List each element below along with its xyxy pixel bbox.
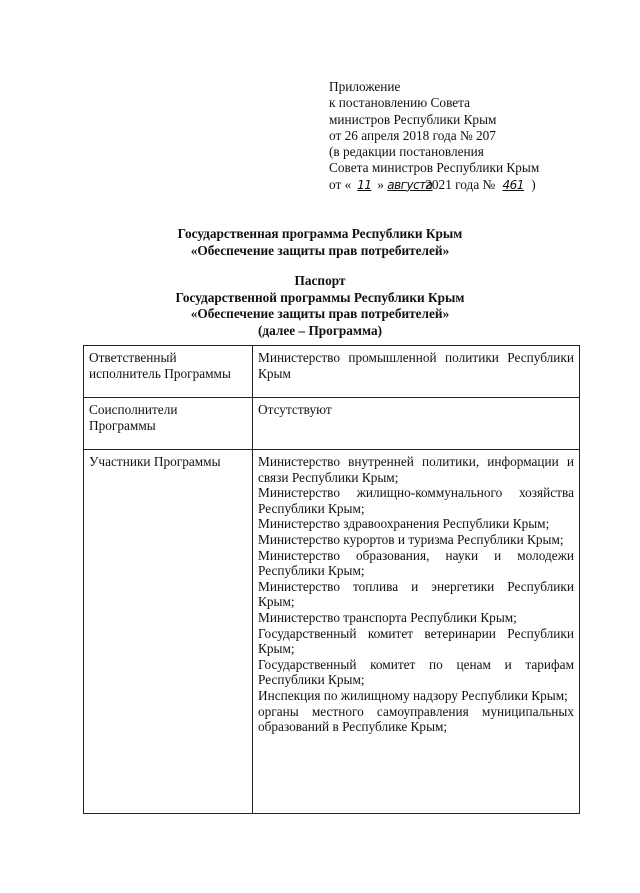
program-title [0,226,640,259]
table-row [84,398,580,450]
date-day-handwritten: 11 [357,177,372,192]
date-year: 2021 года № [425,176,496,192]
list-item: Инспекция по жилищному надзору Республики Крым; [258,687,568,703]
table-row [84,346,580,398]
passport-table [83,345,580,814]
row-label: Участники Программы [84,450,253,814]
list-item: Министерство внутренней политики, информации и связи Республики Крым; [258,454,574,485]
row-label: Соисполнители Программы [84,398,253,450]
appendix-line: к постановлению Совета [329,95,471,111]
appendix-line: Приложение [329,79,401,94]
date-month-handwritten: августа [387,177,433,192]
table-row [84,450,580,814]
appendix-line: Совета министров Республики Крым [329,160,540,176]
appendix-line: министров Республики Крым [329,111,497,127]
date-prefix: от « [329,176,352,192]
list-item: органы местного самоуправления муниципальных образований в Республике Крым; [258,703,574,735]
appendix-date-line [329,177,589,193]
program-title-line: «Обеспечение защиты прав потребителей» [190,242,450,258]
list-item: Государственный комитет ветеринарии Республики Крым; [258,625,574,657]
list-item: Министерство образования, науки и молодежи Республики Крым; [258,547,574,579]
passport-title-line: «Обеспечение защиты прав потребителей» [190,306,450,321]
appendix-block [329,79,589,193]
date-suffix: ) [531,176,536,192]
program-title-line: Государственная программа Республики Крым [177,226,463,241]
date-sep: » [377,176,384,192]
participants-list [253,450,580,814]
passport-title-line: (далее – Программа) [257,322,383,338]
passport-title-line: Государственной программы Республики Крым [175,289,465,305]
list-item: Министерство жилищно-коммунального хозяйства Республики Крым; [258,485,574,516]
row-value: Отсутствуют [253,398,580,450]
appendix-line: от 26 апреля 2018 года № 207 [329,127,496,143]
passport-title [0,273,640,339]
appendix-line: (в редакции постановления [329,144,484,160]
date-number-handwritten: 461 [502,177,524,192]
list-item: Министерство здравоохранения Республики Крым; [258,516,550,532]
row-value: Министерство промышленной политики Республики Крым [253,346,580,398]
passport-title-line: Паспорт [294,273,346,288]
list-item: Министерство транспорта Республики Крым; [258,609,517,625]
list-item: Государственный комитет по ценам и тарифам Республики Крым; [258,656,574,688]
row-label: Ответственный исполнитель Программы [84,346,253,398]
list-item: Министерство курортов и туризма Республики Крым; [258,531,564,547]
list-item: Министерство топлива и энергетики Республики Крым; [258,578,574,610]
